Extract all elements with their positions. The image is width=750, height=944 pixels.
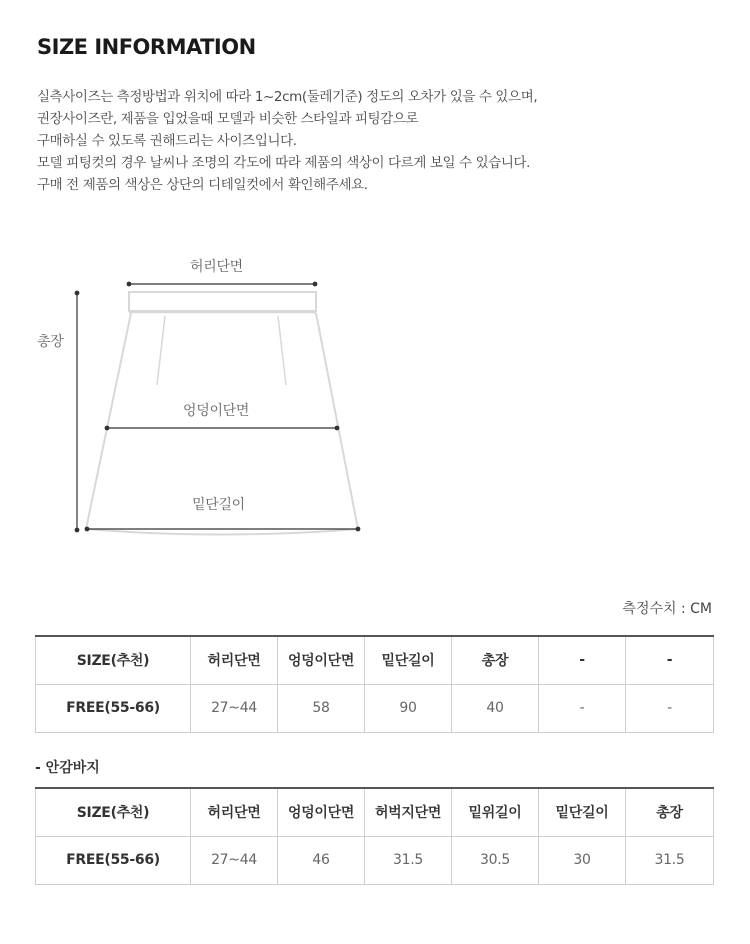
table-cell: 46 (278, 836, 365, 884)
table-cell: 30.5 (452, 836, 539, 884)
table-cell: 27~44 (191, 684, 278, 732)
hem-measure-dot (85, 527, 90, 532)
table-cell: 58 (278, 684, 365, 732)
waistband (129, 292, 316, 311)
table-header-row (36, 788, 714, 836)
waist-measure-dot (313, 282, 318, 287)
pocket-line-right (278, 316, 286, 385)
header-cell: SIZE(추천) (36, 788, 191, 836)
pocket-line-left (157, 316, 165, 385)
header-cell: 엉덩이단면 (278, 788, 365, 836)
header-cell: - (539, 636, 626, 684)
description-line: 실측사이즈는 측정방법과 위치에 따라 1~2cm(둘레기준) 정도의 오차가 있을 수 있으며, (37, 89, 538, 105)
unit-label: 측정수치 : CM (622, 601, 712, 617)
header-cell: 총장 (452, 636, 539, 684)
description-line: 구매 전 제품의 색상은 상단의 디테일컷에서 확인해주세요. (37, 177, 368, 193)
table-cell: - (539, 684, 626, 732)
header-cell: 허벅지단면 (365, 788, 452, 836)
table-cell: 27~44 (191, 836, 278, 884)
description-line: 구매하실 수 있도록 권해드리는 사이즈입니다. (37, 133, 297, 149)
table-cell: 90 (365, 684, 452, 732)
length-measure-dot (75, 291, 80, 296)
description (37, 86, 727, 196)
size-table (35, 635, 714, 733)
header-cell: 밑단길이 (365, 636, 452, 684)
length-measure-dot (75, 528, 80, 533)
size-cell: FREE(55-66) (36, 684, 191, 732)
table-header-row (36, 636, 714, 684)
header-cell: 밑단길이 (539, 788, 626, 836)
hem-label: 밑단길이 (192, 497, 245, 513)
waist-label: 허리단면 (190, 259, 243, 275)
table-row (36, 684, 714, 732)
header-cell: 허리단면 (191, 788, 278, 836)
header-cell: 밑위길이 (452, 788, 539, 836)
hip-measure-dot (335, 426, 340, 431)
length-label: 총장 (37, 334, 64, 350)
waist-measure-dot (127, 282, 132, 287)
header-cell: 엉덩이단면 (278, 636, 365, 684)
description-line: 권장사이즈란, 제품을 입었을때 모델과 비슷한 스타일과 피팅감으로 (37, 111, 419, 127)
lining-size-table (35, 787, 714, 885)
table-cell: 31.5 (626, 836, 714, 884)
header-cell: - (626, 636, 714, 684)
header-cell: 총장 (626, 788, 714, 836)
size-cell: FREE(55-66) (36, 836, 191, 884)
hip-label: 엉덩이단면 (183, 403, 250, 419)
table-cell: 31.5 (365, 836, 452, 884)
table-row (36, 836, 714, 884)
description-line: 모델 피팅컷의 경우 날씨나 조명의 각도에 따라 제품의 색상이 다르게 보일 수 있습니다. (37, 155, 531, 171)
hem-measure-dot (356, 527, 361, 532)
table-cell: - (626, 684, 714, 732)
hip-measure-dot (105, 426, 110, 431)
page-title: SIZE INFORMATION (37, 35, 256, 59)
lining-pants-title: - 안감바지 (35, 760, 100, 776)
table-cell: 30 (539, 836, 626, 884)
header-cell: SIZE(추천) (36, 636, 191, 684)
header-cell: 허리단면 (191, 636, 278, 684)
skirt-diagram (0, 240, 400, 560)
table-cell: 40 (452, 684, 539, 732)
